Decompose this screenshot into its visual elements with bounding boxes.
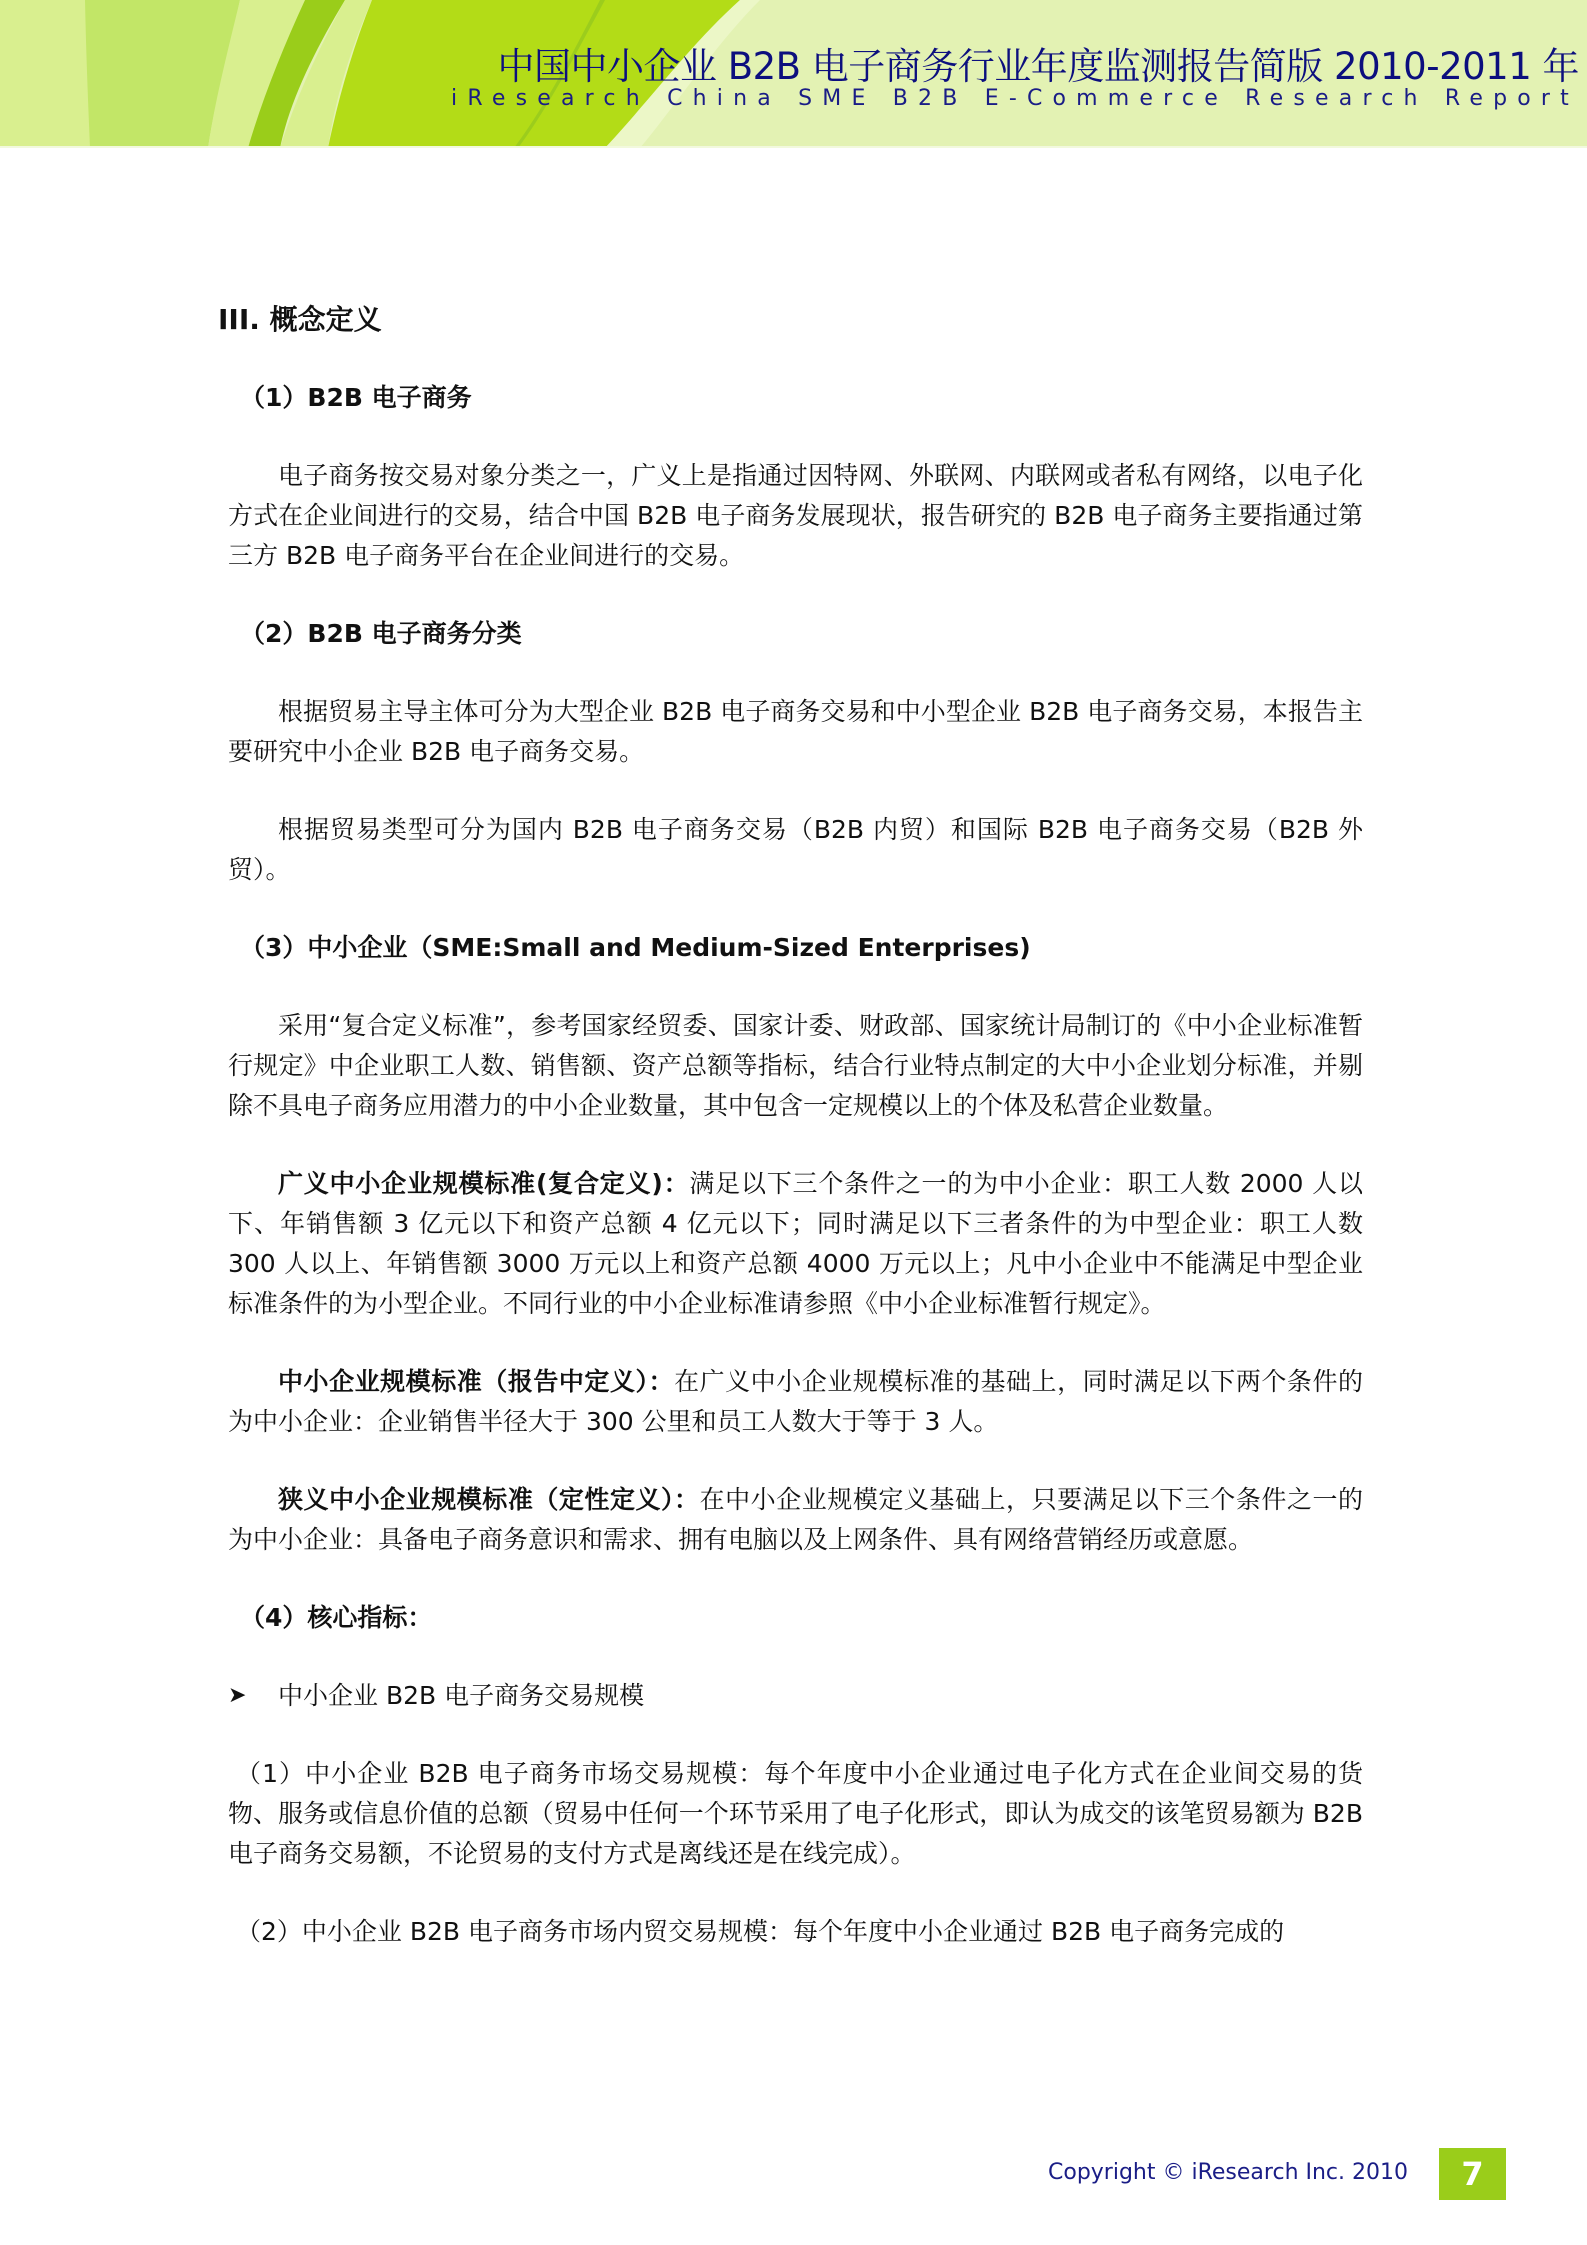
bullet-label: 中小企业 B2B 电子商务交易规模 xyxy=(278,1681,645,1710)
paragraph-sme-composite-standard: 采用“复合定义标准”，参考国家经贸委、国家计委、财政部、国家统计局制订的《中小企业标准暂行规定》中企业职工人数、销售额、资产总额等指标，结合行业特点制定的大中小企业划分标准，并剔除不具电子商务应用潜力的中小企业数量，其中包含一定规模以上的个体及私营企业数量。 xyxy=(228,1011,1363,1120)
report-definition-label: 中小企业规模标准（报告中定义）： xyxy=(278,1367,675,1396)
paragraph-sme-narrow-definition xyxy=(228,1480,1363,1560)
narrow-definition-text: 在中小企业规模定义基础上，只要满足以下三个条件之一的为中小企业：具备电子商务意识和需求、拥有电脑以及上网条件、具有网络营销经历或意愿。 xyxy=(228,1485,1363,1554)
page-number-badge: 7 xyxy=(1439,2148,1506,2200)
paragraph-market-transaction-scale: （1）中小企业 B2B 电子商务市场交易规模：每个年度中小企业通过电子化方式在企业间交易的货物、服务或信息价值的总额（贸易中任何一个环节采用了电子化形式，即认为成交的该笔贸易额为 B2B 电子商务交易额，不论贸易的支付方式是离线还是在线完成）。 xyxy=(228,1759,1363,1868)
subsection-heading-b2b-classification: （2）B2B 电子商务分类 xyxy=(240,619,522,648)
broad-definition-label: 广义中小企业规模标准(复合定义)： xyxy=(278,1169,690,1198)
paragraph-sme-report-definition xyxy=(228,1362,1363,1442)
report-header-banner xyxy=(0,0,1587,148)
broad-definition-text: 满足以下三个条件之一的为中小企业：职工人数 2000 人以下、年销售额 3 亿元以下和资产总额 4 亿元以下；同时满足以下三者条件的为中型企业：职工人数 300 人以上、年销售额 3000 万元以上和资产总额 4000 万元以上；凡中小企业中不能满足中型企业标准条件的为小型企业。不同行业的中小企业标准请参照《中小企业标准暂行规定》。 xyxy=(228,1169,1363,1318)
paragraph-sme-broad-definition xyxy=(228,1164,1363,1324)
document-body xyxy=(218,300,1363,1952)
paragraph-classification-by-type: 根据贸易类型可分为国内 B2B 电子商务交易（B2B 内贸）和国际 B2B 电子商务交易（B2B 外贸）。 xyxy=(228,815,1363,884)
subsection-heading-sme: （3）中小企业（SME:Small and Medium-Sized Enterprises) xyxy=(240,933,1031,962)
paragraph-b2b-definition: 电子商务按交易对象分类之一，广义上是指通过因特网、外联网、内联网或者私有网络，以电子化方式在企业间进行的交易，结合中国 B2B 电子商务发展现状，报告研究的 B2B 电子商务主要指通过第三方 B2B 电子商务平台在企业间进行的交易。 xyxy=(228,461,1363,570)
bullet-item-transaction-scale xyxy=(228,1676,1363,1716)
section-title: III. 概念定义 xyxy=(218,303,382,336)
copyright-notice: Copyright © iResearch Inc. 2010 xyxy=(1048,2160,1409,2185)
report-subtitle: iResearch China SME B2B E-Commerce Research Report xyxy=(451,86,1579,111)
subsection-heading-core-metrics: （4）核心指标： xyxy=(240,1603,433,1632)
report-title: 中国中小企业 B2B 电子商务行业年度监测报告简版 2010-2011 年 xyxy=(497,45,1579,88)
narrow-definition-label: 狭义中小企业规模标准（定性定义）： xyxy=(278,1485,700,1514)
subsection-heading-b2b: （1）B2B 电子商务 xyxy=(240,383,472,412)
paragraph-classification-by-subject: 根据贸易主导主体可分为大型企业 B2B 电子商务交易和中小型企业 B2B 电子商务交易，本报告主要研究中小企业 B2B 电子商务交易。 xyxy=(228,697,1363,766)
arrow-bullet-icon: ➤ xyxy=(228,1683,247,1708)
paragraph-domestic-transaction-scale: （2）中小企业 B2B 电子商务市场内贸交易规模：每个年度中小企业通过 B2B 电子商务完成的 xyxy=(236,1917,1285,1946)
report-definition-text: 在广义中小企业规模标准的基础上，同时满足以下两个条件的为中小企业：企业销售半径大于 300 公里和员工人数大于等于 3 人。 xyxy=(228,1367,1363,1436)
